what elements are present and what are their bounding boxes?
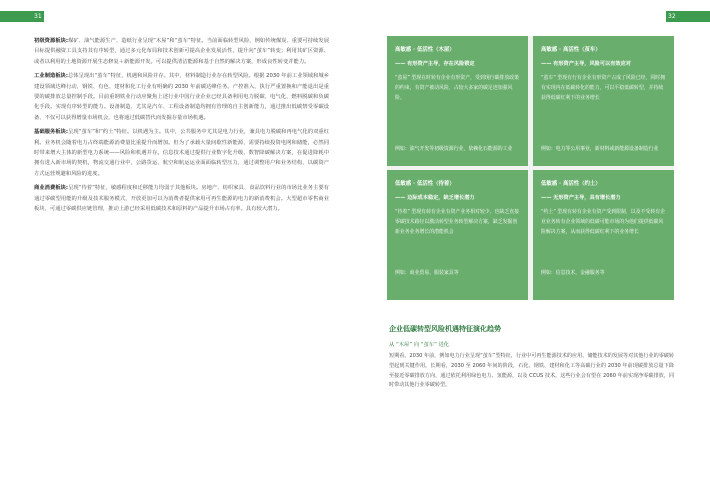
quadrant-subtitle: —— 有形资产主导，存在风险锁定 — [395, 61, 475, 67]
quadrant-subtitle: —— 无形资产主导，具有增长潜力 — [541, 195, 621, 201]
quadrant-example: 例如：商业贸易、服装家具等 — [395, 270, 459, 276]
quadrant-example: 例如：电力等公用事业，新材料或新能源设备制造行业 — [541, 146, 659, 152]
left-column-text — [34, 36, 329, 219]
section-title: 企业低碳转型风险机遇特征演化趋势 — [389, 325, 501, 333]
quadrant-description: “约土” 型现有转有企业有资产受到限制，以及不受转有企业业务转有企业领域的低碳可能市场的为他们提供低碳风险解决方案，从而获得低碳红利下的业务增长 — [541, 209, 665, 235]
section-body: 短期看，2030 年前，例如电力行业呈现“茧车”型特征，行业中可再生能源技术的应用、储能技术的发展等对其他行业的零碳转型起到关键作用。长期看，2030 至 2060 年间的阶段，石化、钢铁、建材和化工等高碳行业的 2030 年前现碳排放总量下降至接近零碳排放方向，通过依托利用绿色电力、氢能源，以及 CCUS 技术。这些行业会有望在 2060 年前实现净零碳排放，同时带动其他行业零碳转型。 — [389, 353, 674, 389]
quadrant-title: 低敏感 · 低活性（待着） — [395, 181, 455, 187]
paragraph-basic-services: 基础服务板块:呈现“茧车”和“约土”特征。以机遇为主。其中，公共服务中尤其是电力行业，兼具电力脱碳和再电气化的双重红利。业务机会随着电力占终端能源消费量比重提升而增加。但为了承载大量间歇性新能源，需要持续投资电网和储能，必然同时带来增大主体的新型电力系统——风险和机遇并存。信息技术通过提供行业数字化升级、数智降碳解决方案，在促进降耗中拥有进入新市场的契机，物流交通行业中，公路货运、航空和航运运业面面临转型压力，通过调整用户和业务结构，以碳资产方式运营规避和风险的进度。 — [34, 129, 329, 177]
page-header — [0, 0, 710, 22]
quadrant-description: “待着” 型现有转有企业有资产业务相对较少，也缺乏直接零碳技术路径以激活转型业务转型解决方案，缺乏发掘创新业务业务增长的潜能机会 — [395, 209, 519, 235]
quadrant-example: 例如：信息技术，金融服务等 — [541, 270, 605, 276]
left-page-number: 31 — [34, 13, 42, 20]
quadrant-description: “茧车” 型现有行有企业有形资产占成了风险已经，同时拥有实现内在低碳转化的能力，可以平稳低碳转型，并持续获得低碳红利下的业务增长 — [541, 75, 665, 101]
paragraph-commercial-consumption: 商业消费板块:呈现“待着”特征，敏感程度和迁移能力均弱于其他板块。房地产、纺织家具、食品饮料行业的市场比业务主要有通过零碳型用能的升级及技术服务模式，开放更加可以为消费者提供家用可再生能源的电力的新消费机会。大型超市零售商业板块，可通过零碳供应链管理，推动上游已经采用低碳技术和原料的产品提升市场占有率。具有较大潜力。 — [34, 185, 329, 213]
quadrant-wooden-house — [387, 36, 528, 166]
quadrant-subtitle: —— 有形资产主导，风险可以有效应对 — [541, 61, 631, 67]
quadrant-title: 低敏感 · 高活性（约土） — [541, 181, 601, 187]
quadrant-subtitle: —— 边际成本稳定，缺乏增长潜力 — [395, 195, 475, 201]
quadrant-description: “茧屋” 型现在时转有企业有形资产，受到现行碳排放政策的约束，有资产被动风险，占较大多家的碳足迹加强风险。 — [395, 75, 519, 101]
section-subtitle: 从 “木屋” 向 “茧车” 进化 — [389, 342, 450, 348]
quadrant-waiting — [387, 170, 528, 300]
quadrant-example: 例如：油气开发等初级资源行业，依赖化石能源的工业 — [395, 146, 513, 152]
paragraph-industrial-manufacturing: 工业制造板块:总体呈现出“茧车”特征，机遇和风险并存。其中，材料制造行业存在转型风险。根据 2030 年前工业领域和城乡建设领域达峰行动，钢铁、有色、建材和化工行业有明确的 2030 年前碳达峰任务。产控准入、执行严重置换和产能退出是重要的碳排放总量控制手段。目前重钢铁业行动应聚焦上述行业中国行业企业已经具备利用电力脱碳、电气化、燃料脱碳和负碳化手段。实现有序转型的能力。设备制造、尤其是汽车、工程设备制造均拥有管理的自主创新能力，通过推出低碳禁受零碳设备、不仅可以获得增量市场机会，也将通过低碳替代而发掘存量市场机遇。 — [34, 73, 329, 121]
quadrant-title: 高敏感 · 高活性（茧车） — [541, 47, 601, 53]
quadrant-cocoon-car — [533, 36, 674, 166]
paragraph-primary-resources: 初级资源板块:煤矿、油气能源生产、造纸行业呈现“木屋”和“茧车”特征。当前面临转型风险，例如传统煤炭、重要可持续发展目标提供融资工具支持其有序转型，通过多元化布局和技术创新可提高企业发展活性，提升向“茧车”转变；利用其矿区资源、或者以利用的土地资源开展生态修复＋新能源开发。可以提供清洁能源和基于自然的解决方案，形成良性转变并能力。 — [34, 38, 329, 65]
risk-opportunity-matrix — [387, 36, 674, 300]
right-page-number: 32 — [668, 13, 676, 20]
quadrant-title: 高敏感 · 低活性（木屋） — [395, 47, 455, 53]
quadrant-about-soil — [533, 170, 674, 300]
